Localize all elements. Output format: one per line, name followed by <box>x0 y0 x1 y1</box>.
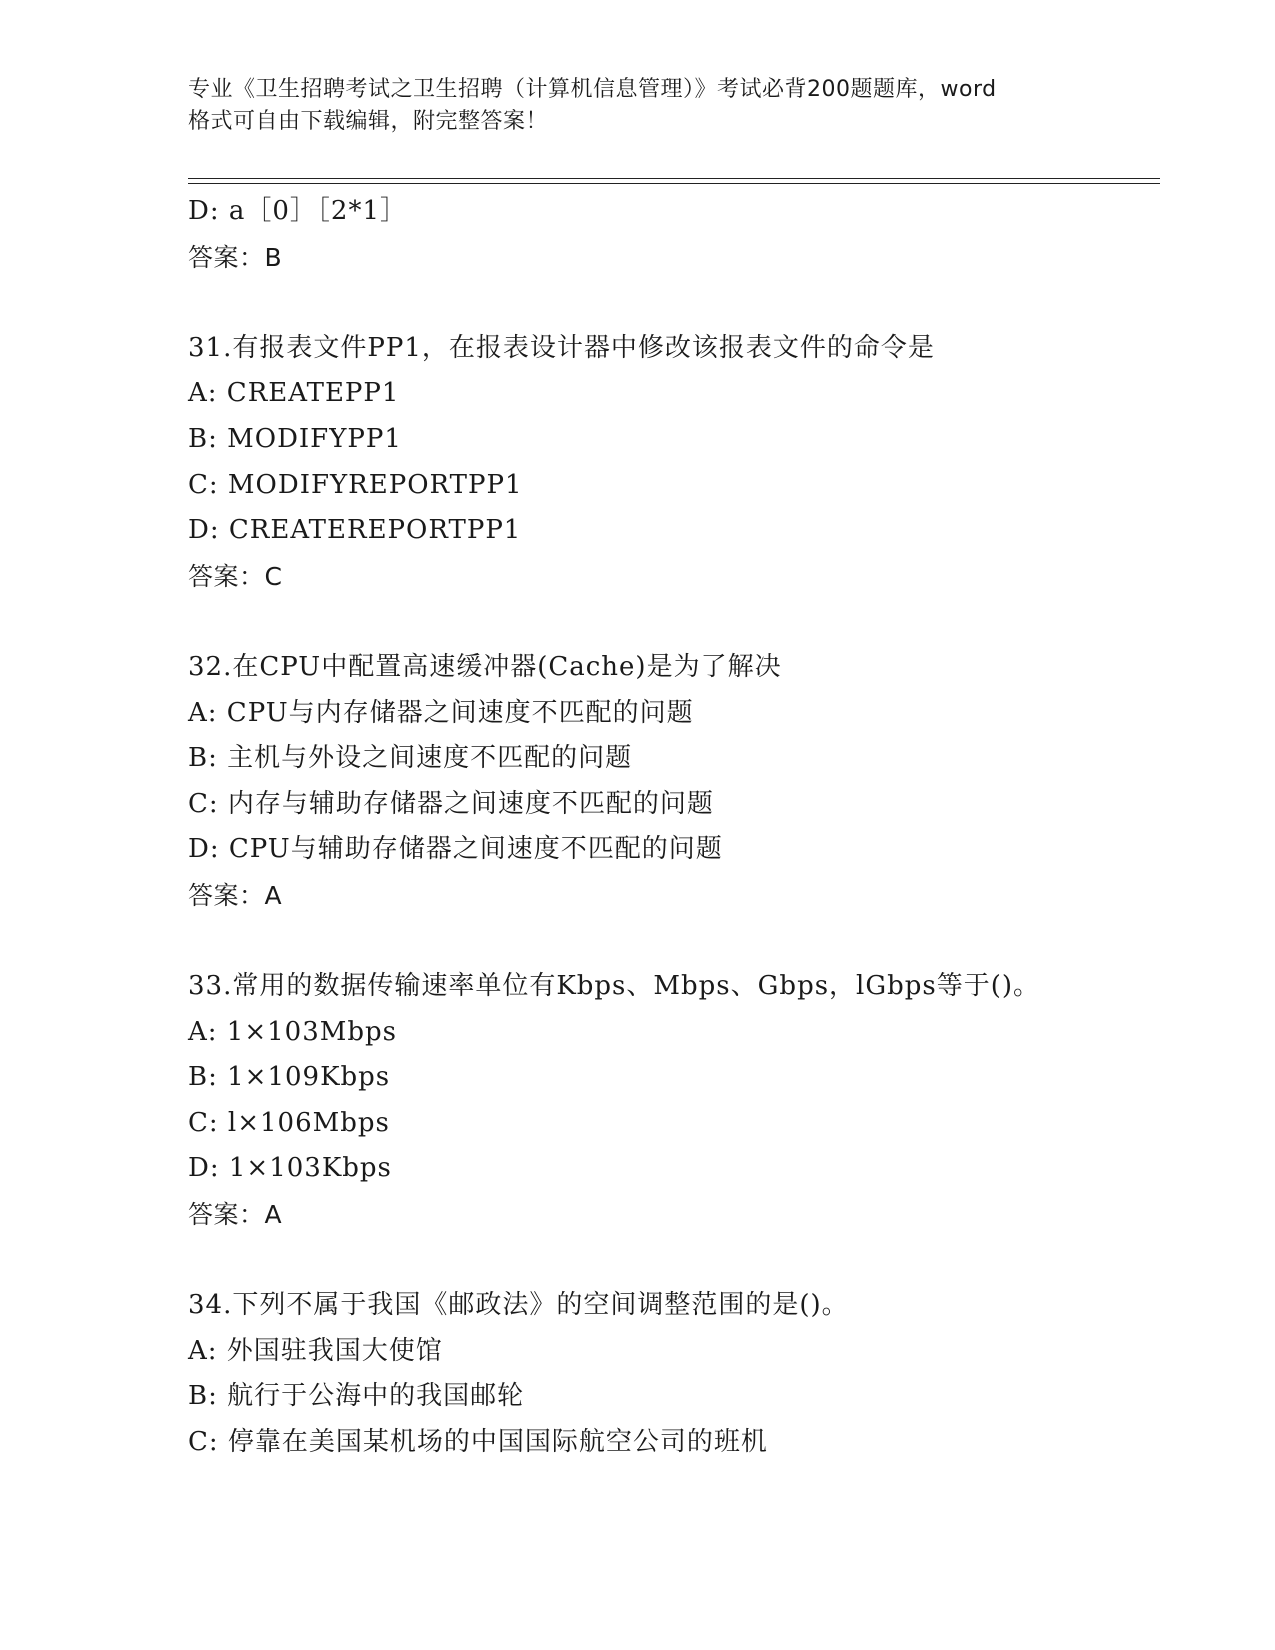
option-c: C: 内存与辅助存储器之间速度不匹配的问题 <box>188 788 714 819</box>
question-stem: 31.有报表文件PP1，在报表设计器中修改该报表文件的命令是 <box>188 332 935 363</box>
spacer <box>188 599 1148 645</box>
option-a: A: CPU与内存储器之间速度不匹配的问题 <box>188 697 694 728</box>
option-d: D: CPU与辅助存储器之间速度不匹配的问题 <box>188 834 723 865</box>
question-stem: 34.下列不属于我国《邮政法》的空间调整范围的是()。 <box>188 1290 849 1321</box>
document-body <box>188 189 1148 1466</box>
header-line-2: 格式可自由下载编辑，附完整答案！ <box>188 109 549 134</box>
option-c: C: l×106Mbps <box>188 1107 390 1138</box>
option-d: D: a［0］［2*1］ <box>188 196 407 226</box>
option-a: A: 1×103Mbps <box>188 1016 398 1047</box>
spacer <box>188 280 1148 326</box>
question-31 <box>188 326 1148 600</box>
option-b: B: MODIFYPP1 <box>188 423 402 454</box>
option-b: B: 航行于公海中的我国邮轮 <box>188 1381 525 1412</box>
document-header <box>188 74 1108 138</box>
header-divider-bottom <box>188 183 1160 184</box>
option-c: C: 停靠在美国某机场的中国国际航空公司的班机 <box>188 1427 768 1458</box>
spacer <box>188 1238 1148 1284</box>
option-b: B: 1×109Kbps <box>188 1062 391 1093</box>
question-33 <box>188 964 1148 1238</box>
spacer <box>188 919 1148 965</box>
question-fragment <box>188 189 1148 280</box>
answer-line: 答案：A <box>188 1200 283 1230</box>
option-a: A: CREATEPP1 <box>188 378 400 409</box>
answer-line: 答案：A <box>188 880 283 910</box>
header-divider-top <box>188 178 1160 179</box>
answer-line: 答案：B <box>188 242 283 272</box>
question-34 <box>188 1283 1148 1465</box>
option-c: C: MODIFYREPORTPP1 <box>188 469 523 500</box>
header-line-1: 专业《卫生招聘考试之卫生招聘（计算机信息管理）》考试必背200题题库，word <box>188 77 997 102</box>
option-d: D: 1×103Kbps <box>188 1153 392 1184</box>
question-stem: 32.在CPU中配置高速缓冲器(Cache)是为了解决 <box>188 651 782 682</box>
option-a: A: 外国驻我国大使馆 <box>188 1335 443 1366</box>
answer-line: 答案：C <box>188 561 283 591</box>
option-d: D: CREATEREPORTPP1 <box>188 515 522 546</box>
option-b: B: 主机与外设之间速度不匹配的问题 <box>188 743 633 774</box>
question-32 <box>188 645 1148 919</box>
question-stem: 33.常用的数据传输速率单位有Kbps、Mbps、Gbps，lGbps等于()。 <box>188 971 1041 1002</box>
